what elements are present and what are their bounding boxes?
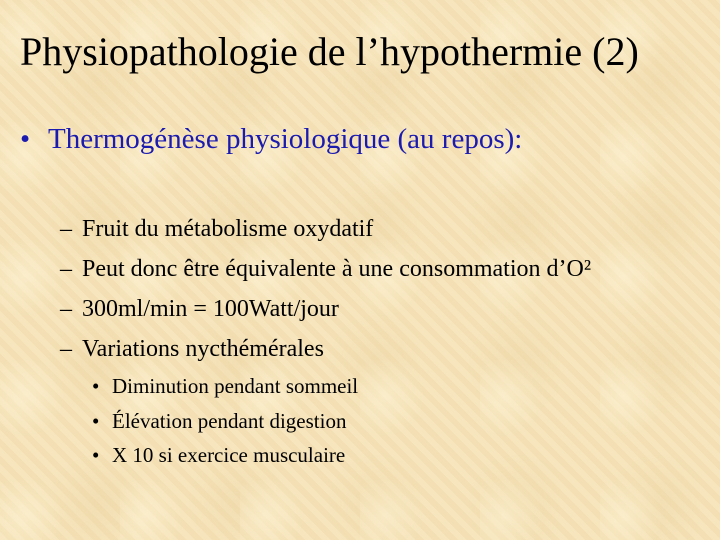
sub-sub-item	[92, 444, 345, 467]
dash-marker: –	[60, 296, 72, 322]
sub-sub-item	[92, 375, 358, 398]
bullet-marker: •	[92, 443, 100, 467]
sub-sub-item-text: Élévation pendant digestion	[112, 409, 347, 433]
sub-item	[60, 336, 324, 362]
bullet-marker: •	[92, 374, 100, 398]
sub-item-text: Peut donc être équivalente à une consommation d’O²	[82, 256, 592, 282]
sub-item	[60, 256, 591, 282]
sub-item	[60, 216, 373, 242]
slide-title: Physiopathologie de l’hypothermie (2)	[20, 29, 639, 74]
bullet-marker: •	[20, 123, 31, 155]
dash-marker: –	[60, 336, 72, 362]
sub-sub-item	[92, 410, 346, 433]
sub-item-text: 300ml/min = 100Watt/jour	[82, 296, 339, 322]
dash-marker: –	[60, 256, 72, 282]
sub-item	[60, 296, 339, 322]
dash-marker: –	[60, 216, 72, 242]
sub-item-text: Fruit du métabolisme oxydatif	[82, 216, 374, 242]
main-bullet-text: Thermogénèse physiologique (au repos):	[48, 123, 523, 155]
sub-item-text: Variations nycthémérales	[82, 336, 324, 362]
bullet-marker: •	[92, 409, 100, 433]
sub-sub-item-text: X 10 si exercice musculaire	[112, 443, 346, 467]
main-bullet	[20, 124, 522, 156]
sub-sub-item-text: Diminution pendant sommeil	[112, 374, 359, 398]
